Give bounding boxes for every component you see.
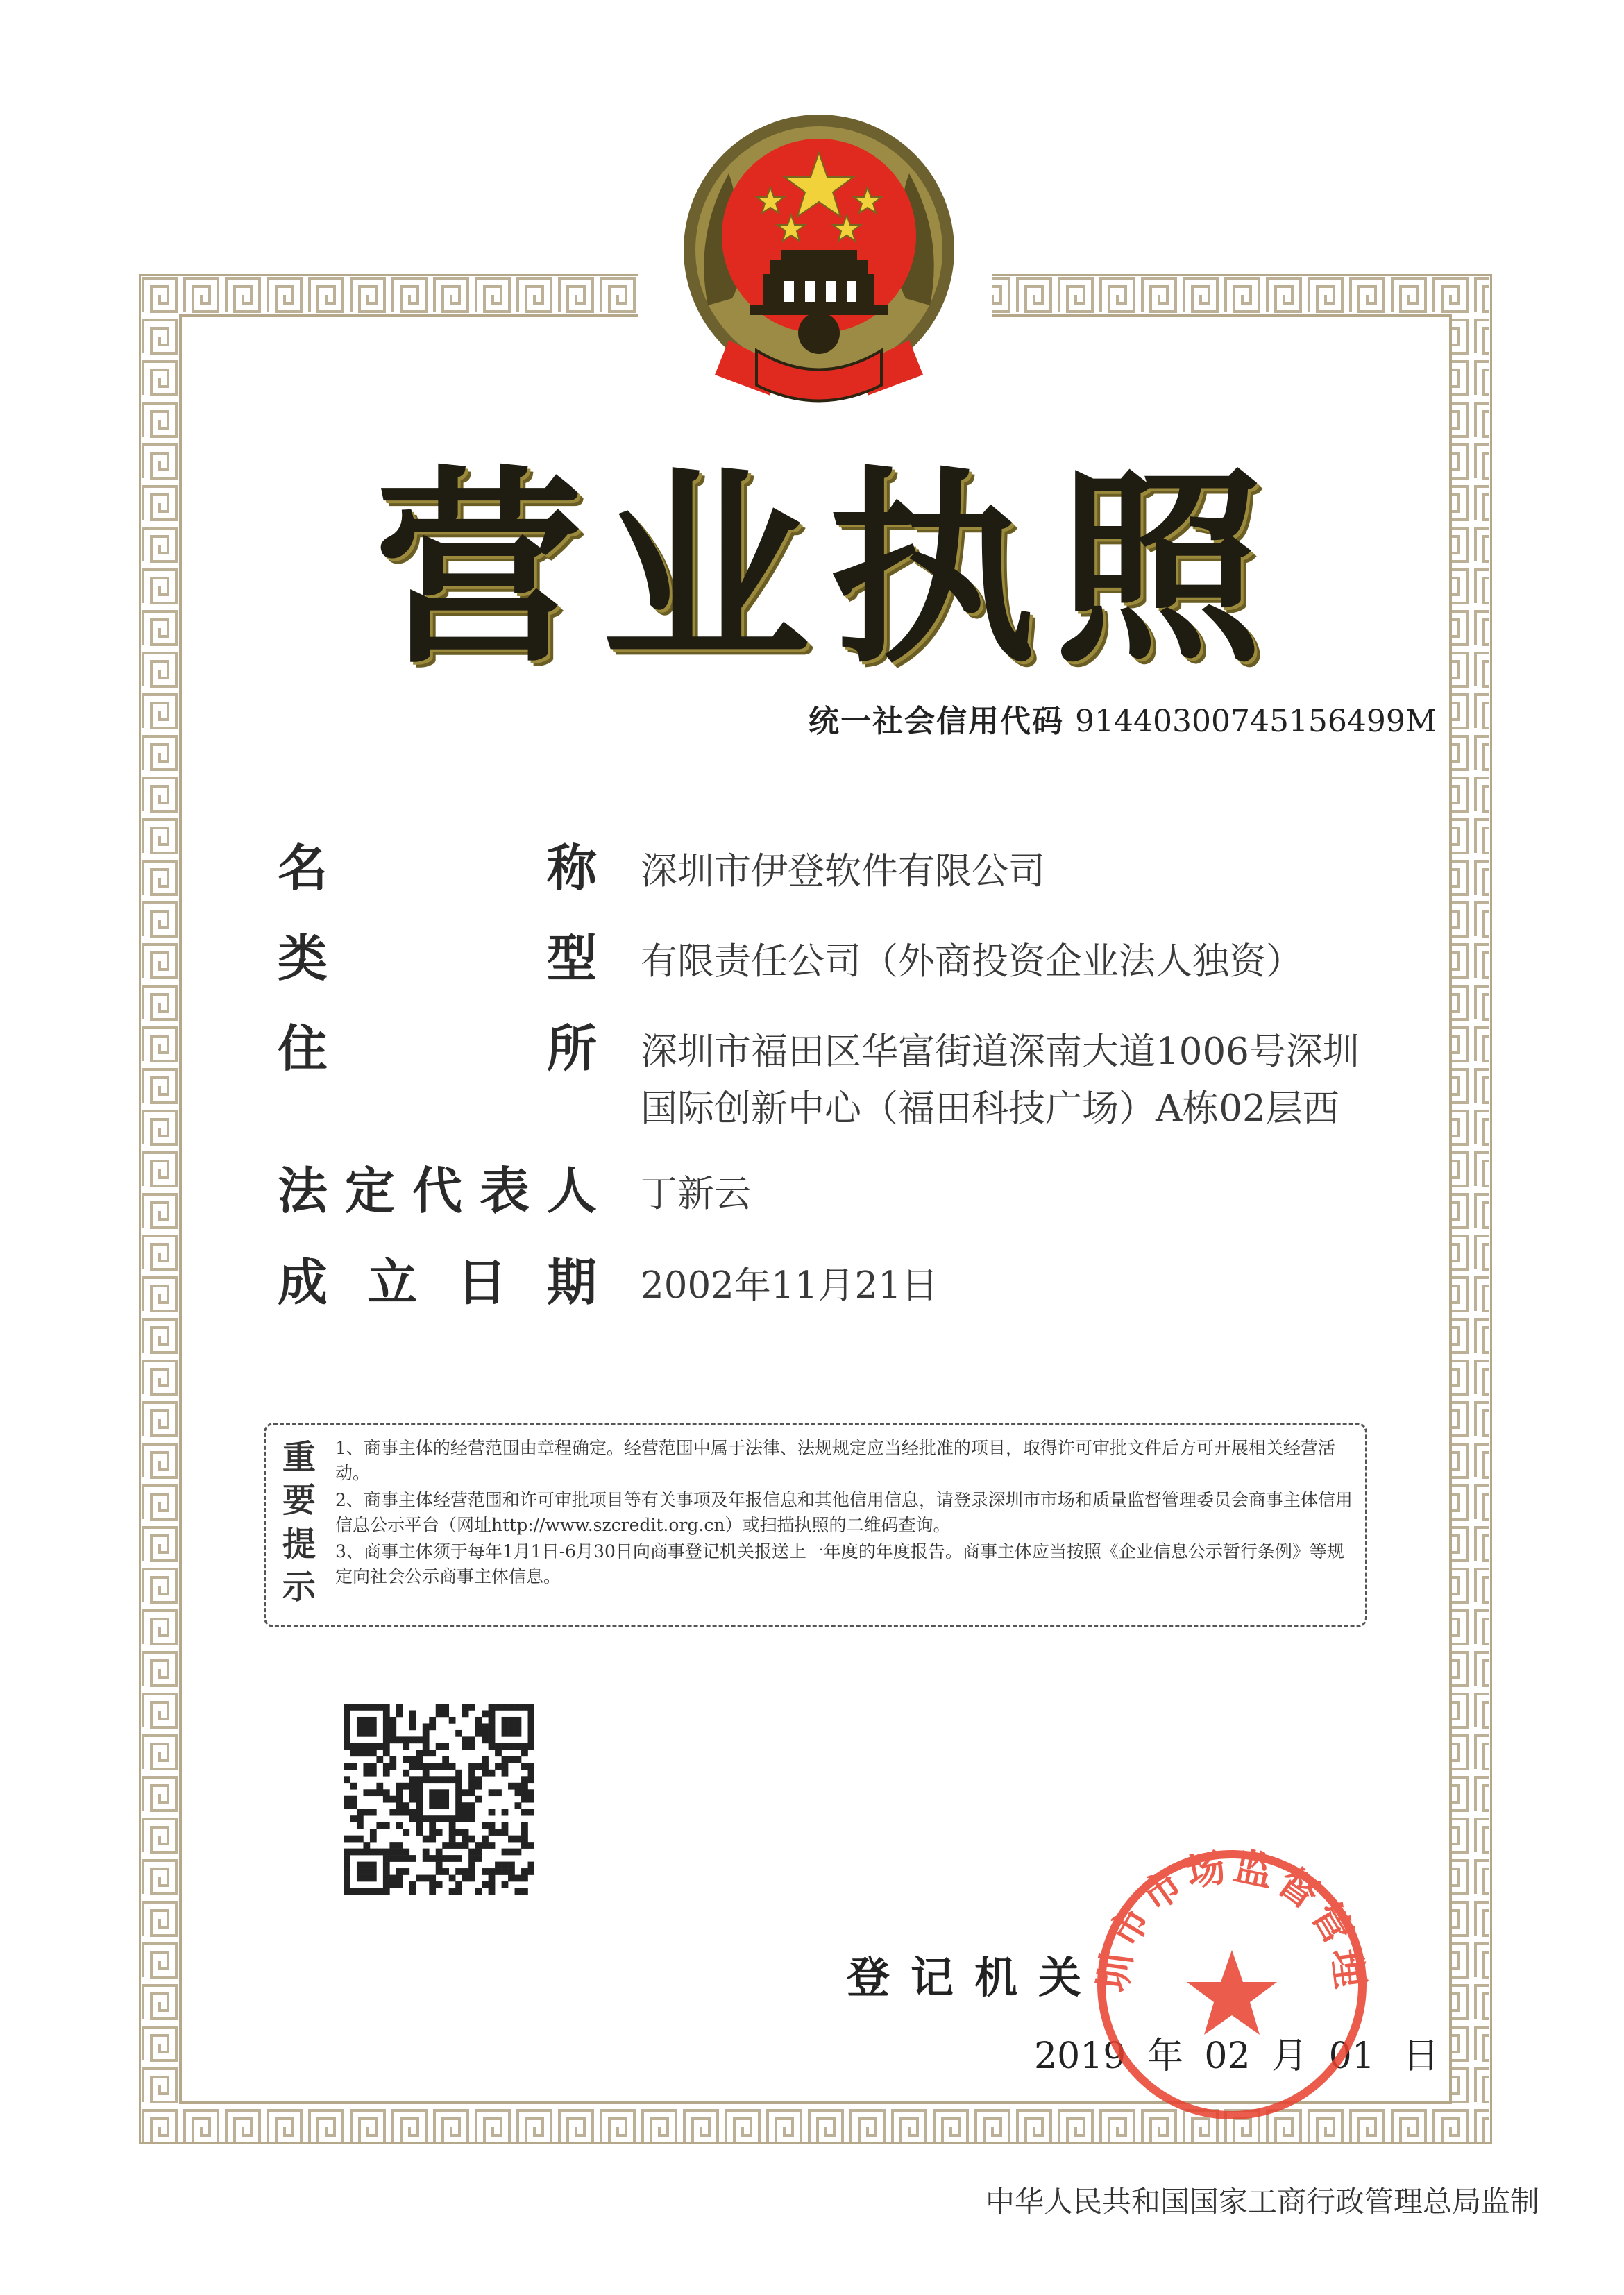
label-char: 代 (412, 1162, 462, 1220)
address-line-2: 国际创新中心（福田科技广场）A栋02层西 (641, 1087, 1339, 1130)
heading-char: 要 (282, 1481, 316, 1521)
label-char: 定 (344, 1162, 395, 1220)
title-char: 业 (601, 446, 810, 691)
label-char: 类 (278, 929, 328, 988)
notice-body (335, 1436, 1355, 1591)
legal-rep-value: 丁新云 (641, 1173, 751, 1215)
heading-char: 示 (282, 1568, 316, 1607)
svg-text:深圳市市场监督管理局: 圳市市场监督管理 (1093, 1846, 1371, 1995)
qr-code-icon[interactable] (344, 1704, 534, 1895)
issue-day: 01 (1328, 2035, 1375, 2077)
heading-char: 重 (282, 1438, 316, 1477)
title-char: 照 (1054, 446, 1263, 691)
name-value: 深圳市伊登软件有限公司 (641, 850, 1045, 892)
established-label (278, 1253, 597, 1312)
notice-item: 3、商事主体须于每年1月1日-6月30日向商事登记机关报送上一年度的年度报告。商事主体应当按照《企业信息公示暂行条例》等规定向社会公示商事主体信息。 (335, 1541, 1344, 1587)
type-value: 有限责任公司（外商投资企业法人独资） (641, 940, 1303, 983)
issue-day-unit: 日 (1403, 2035, 1439, 2077)
registration-authority-label: 登记机关 (847, 1952, 1103, 2003)
heading-char: 提 (282, 1524, 316, 1564)
address-value (641, 1024, 1360, 1137)
issue-year-unit: 年 (1147, 2035, 1183, 2077)
credit-code-value: 91440300745156499M (1075, 704, 1437, 739)
label-char: 法 (278, 1162, 328, 1220)
type-label (278, 929, 597, 988)
credit-code (809, 696, 1437, 740)
national-emblem-icon (666, 111, 972, 416)
label-char: 立 (367, 1253, 418, 1312)
label-char: 表 (479, 1162, 530, 1220)
license-title (375, 444, 1263, 694)
title-char: 营 (375, 446, 583, 691)
label-char: 型 (546, 929, 597, 988)
official-seal-stamp (1093, 1846, 1371, 2124)
issue-month: 02 (1204, 2035, 1251, 2077)
label-char: 人 (546, 1162, 597, 1220)
address-label (278, 1019, 597, 1078)
label-char: 期 (546, 1253, 597, 1312)
notice-item: 2、商事主体经营范围和许可审批项目等有关事项及年报信息和其他信用信息，请登录深圳市市场和质量监督管理委员会商事主体信用信息公示平台（网址http://www.szcredit.org.cn）或扫描执照的二维码查询。 (335, 1489, 1353, 1535)
title-char: 执 (828, 446, 1037, 691)
label-char: 称 (546, 839, 597, 897)
label-char: 所 (546, 1019, 597, 1078)
address-line-1: 深圳市福田区华富街道深南大道1006号深圳 (641, 1031, 1360, 1073)
important-notice (264, 1423, 1367, 1627)
notice-heading (278, 1436, 320, 1609)
label-char: 住 (278, 1019, 328, 1078)
issue-year: 2019 (1034, 2035, 1126, 2077)
label-char: 成 (278, 1253, 328, 1312)
credit-code-label: 统一社会信用代码 (809, 704, 1064, 739)
legal-rep-label (278, 1162, 597, 1220)
label-char: 名 (278, 839, 328, 897)
supervision-footer: 中华人民共和国国家工商行政管理总局监制 (986, 2185, 1540, 2219)
issue-month-unit: 月 (1271, 2035, 1308, 2077)
label-char: 日 (457, 1253, 507, 1312)
notice-item: 1、商事主体的经营范围由章程确定。经营范围中属于法律、法规规定应当经批准的项目，取得许可审批文件后方可开展相关经营活动。 (335, 1438, 1335, 1484)
name-label (278, 839, 597, 897)
established-value: 2002年11月21日 (641, 1264, 938, 1307)
